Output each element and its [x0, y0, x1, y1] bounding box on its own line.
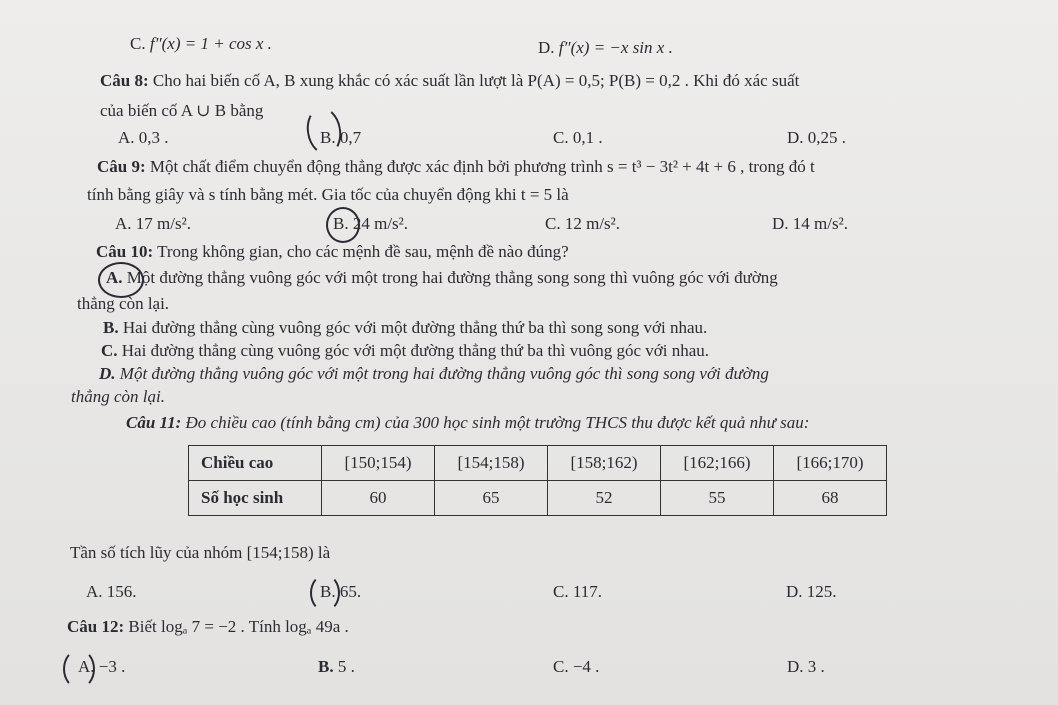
q8-option-a-text: 0,3 . [138, 128, 169, 147]
q7-option-d-label: D. [538, 38, 555, 57]
q11-option-b-label: B. [320, 582, 336, 601]
q11-answer-circle-mark [310, 574, 340, 612]
q11-option-a-label: A. [86, 582, 103, 601]
table-header-height: Chiều cao [189, 446, 322, 481]
q11-option-a [86, 582, 137, 602]
q9-answer-circle-mark [326, 207, 360, 243]
height-frequency-table [188, 445, 887, 516]
q9-text-2: tính bằng giây và s tính bằng mét. Gia tốc của chuyển động khi t = 5 là [87, 185, 569, 204]
q12-option-c-label: C. [553, 657, 569, 676]
table-cell-interval: [162;166) [661, 446, 774, 481]
q12-number: Câu 12: [67, 617, 125, 636]
q12-option-b-text: 5 . [337, 657, 355, 676]
q9-option-a [115, 214, 191, 234]
table-header-students: Số học sinh [189, 481, 322, 516]
q10-option-b-text: Hai đường thẳng cùng vuông góc với một đường thẳng thứ ba thì song song với nhau. [122, 318, 708, 337]
table-cell-count: 55 [661, 481, 774, 516]
q11-option-d [786, 582, 837, 602]
table-cell-interval: [150;154) [322, 446, 435, 481]
table-cell-count: 65 [435, 481, 548, 516]
table-cell-count: 60 [322, 481, 435, 516]
q10-option-c [101, 341, 709, 361]
q11-option-c-label: C. [553, 582, 569, 601]
q10-option-a-line1 [106, 268, 778, 288]
q12-option-a-text: −3 . [98, 657, 126, 676]
q12-text: Biết logₐ 7 = −2 . Tính logₐ 49a . [128, 617, 349, 636]
q8-answer-circle-mark [303, 104, 345, 157]
q11-option-b-text: 65. [339, 582, 362, 601]
q10-stem [96, 242, 569, 262]
q9-stem-line2 [87, 185, 569, 205]
q9-option-d-text: 14 m/s². [792, 214, 848, 233]
q10-option-c-label: C. [101, 341, 118, 360]
q10-option-b [103, 318, 707, 338]
q9-option-c-label: C. [545, 214, 561, 233]
table-cell-interval: [154;158) [435, 446, 548, 481]
q7-option-c [130, 34, 272, 54]
q12-option-a-label: A. [78, 657, 95, 676]
q11-option-d-text: 125. [806, 582, 837, 601]
q12-option-b [318, 657, 355, 677]
q11-stem [126, 413, 809, 433]
q11-question-text: Tần số tích lũy của nhóm [154;158) là [70, 543, 331, 562]
q9-option-b-label: B. [333, 214, 349, 233]
q7-option-d-text: f″(x) = −x sin x . [558, 38, 673, 57]
q10-option-a-line2 [77, 294, 169, 314]
q9-option-d [772, 214, 848, 234]
q10-number: Câu 10: [96, 242, 154, 261]
q12-stem [67, 617, 349, 637]
q10-option-c-text: Hai đường thẳng cùng vuông góc với một đường thẳng thứ ba thì vuông góc với nhau. [121, 341, 710, 360]
q8-option-a [118, 128, 169, 148]
q9-option-c-text: 12 m/s². [564, 214, 621, 233]
q8-option-c-label: C. [553, 128, 569, 147]
q10-option-a-text-1: Một đường thẳng vuông góc với một trong hai đường thẳng song song thì vuông góc với đường [126, 268, 778, 287]
q8-stem-line1 [100, 71, 799, 91]
q12-answer-circle-mark [63, 649, 95, 689]
q10-option-b-label: B. [103, 318, 119, 337]
q8-option-a-label: A. [118, 128, 135, 147]
q9-option-c [545, 214, 620, 234]
table-row-students [189, 481, 887, 516]
q12-option-c [553, 657, 599, 677]
q10-option-d-line1 [99, 364, 769, 384]
q11-number: Câu 11: [126, 413, 182, 432]
q10-option-a-label: A. [106, 268, 123, 287]
q10-option-d-text-1: Một đường thẳng vuông góc với một trong hai đường thẳng vuông góc thì song song với đường [119, 364, 769, 383]
q12-option-b-label: B. [318, 657, 334, 676]
q9-number: Câu 9: [97, 157, 146, 176]
q9-option-d-label: D. [772, 214, 789, 233]
q10-option-d-text-2: thẳng còn lại. [71, 387, 165, 406]
q11-option-c [553, 582, 602, 602]
q11-option-c-text: 117. [572, 582, 602, 601]
q8-text-2: của biến cố A ∪ B bằng [100, 101, 264, 120]
q12-option-d-text: 3 . [807, 657, 825, 676]
q10-option-d-line2 [71, 387, 165, 407]
q8-stem-line2 [100, 101, 263, 121]
table-cell-count: 52 [548, 481, 661, 516]
q7-option-c-text: f″(x) = 1 + cos x . [149, 34, 272, 53]
q8-option-c [553, 128, 603, 148]
q8-option-d-text: 0,25 . [807, 128, 847, 147]
q9-stem-line1 [97, 157, 815, 177]
q12-option-d [787, 657, 825, 677]
q9-option-b-text: 24 m/s². [352, 214, 409, 233]
table-cell-count: 68 [774, 481, 887, 516]
q11-text: Đo chiều cao (tính bằng cm) của 300 học sinh một trường THCS thu được kết quả như sau: [185, 413, 810, 432]
q9-option-a-text: 17 m/s². [135, 214, 191, 233]
q12-option-c-text: −4 . [572, 657, 600, 676]
q8-text-1: Cho hai biến cố A, B xung khắc có xác suất lần lượt là P(A) = 0,5; P(B) = 0,2 . Khi đó xác suất [152, 71, 800, 90]
q11-option-a-text: 156. [106, 582, 137, 601]
q8-option-b-label: B. [320, 128, 336, 147]
q7-option-d [538, 38, 673, 58]
q7-option-c-label: C. [130, 34, 146, 53]
q10-option-a-text-2: thẳng còn lại. [77, 294, 170, 313]
q8-option-c-text: 0,1 . [572, 128, 603, 147]
table-cell-interval: [166;170) [774, 446, 887, 481]
table-cell-interval: [158;162) [548, 446, 661, 481]
q9-text-1: Một chất điểm chuyển động thẳng được xác định bởi phương trình s = t³ − 3t² + 4t + 6 , trong đó t [149, 157, 815, 176]
q10-option-d-label: D. [99, 364, 116, 383]
q11-option-d-label: D. [786, 582, 803, 601]
q8-option-d [787, 128, 846, 148]
q9-option-a-label: A. [115, 214, 132, 233]
q8-option-b-text: 0,7 [339, 128, 362, 147]
q12-option-d-label: D. [787, 657, 804, 676]
q8-option-d-label: D. [787, 128, 804, 147]
q11-question [70, 543, 330, 563]
q10-text: Trong không gian, cho các mệnh đề sau, mệnh đề nào đúng? [157, 242, 569, 261]
table-row-height [189, 446, 887, 481]
q8-number: Câu 8: [100, 71, 149, 90]
